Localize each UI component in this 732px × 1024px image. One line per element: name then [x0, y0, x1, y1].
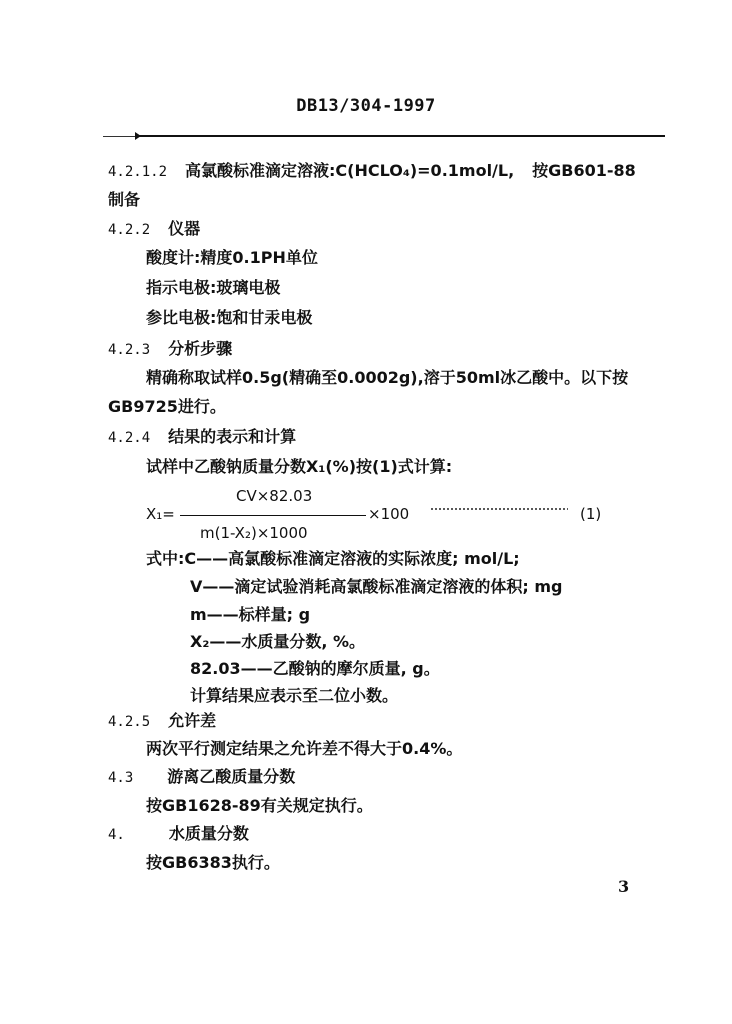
formula-denominator: m(1-X₂)×1000	[200, 524, 308, 542]
section-title: 允许差	[168, 711, 217, 730]
instrument-item: 指示电极:玻璃电极	[146, 278, 281, 297]
page-number: 3	[618, 877, 630, 896]
section-text: 高氯酸标准滴定溶液:C(HCLO₄)=0.1mol/L,	[185, 161, 515, 180]
instrument-item: 参比电极:饱和甘汞电极	[146, 308, 313, 327]
section-44-text: 按GB6383执行。	[146, 853, 280, 872]
section-number: 4.2.5	[108, 714, 151, 730]
section-43-heading	[108, 766, 295, 789]
instrument-item: 酸度计:精度0.1PH单位	[146, 248, 318, 267]
section-number: 4.2.1.2	[108, 164, 168, 180]
section-title: 仪器	[168, 219, 201, 238]
section-425-heading	[108, 710, 216, 733]
section-422-heading	[108, 218, 200, 241]
variable-definition: 82.03——乙酸钠的摩尔质量, g。	[190, 659, 440, 678]
formula-lhs: X₁=	[146, 505, 175, 523]
section-number: 4.3	[108, 770, 134, 786]
section-number: 4.2.4	[108, 430, 151, 446]
formula-equation-label: (1)	[580, 505, 602, 523]
header-rule	[135, 135, 665, 137]
section-reference: 按GB601-88	[532, 161, 636, 180]
formula-numerator: CV×82.03	[236, 487, 313, 505]
section-number: 4.	[108, 827, 125, 843]
formula-leader-dots	[430, 508, 568, 510]
variable-definition: 式中:C——高氯酸标准滴定溶液的实际浓度; mol/L;	[146, 549, 520, 568]
variable-definition: X₂——水质量分数, %。	[190, 632, 366, 651]
tolerance-text: 两次平行测定结果之允许差不得大于0.4%。	[146, 739, 463, 758]
rounding-note: 计算结果应表示至二位小数。	[190, 686, 399, 705]
document-number-header: DB13/304-1997	[296, 96, 436, 116]
section-number: 4.2.2	[108, 222, 151, 238]
formula-factor: ×100	[368, 505, 410, 523]
variable-definition: m——标样量; g	[190, 605, 311, 624]
section-title: 分析步骤	[168, 339, 233, 358]
section-number: 4.2.3	[108, 342, 151, 358]
section-4212-line	[108, 160, 636, 183]
section-423-heading	[108, 338, 232, 361]
calculation-intro: 试样中乙酸钠质量分数X₁(%)按(1)式计算:	[146, 457, 453, 476]
procedure-line: 精确称取试样0.5g(精确至0.0002g),溶于50ml冰乙酸中。以下按	[146, 368, 629, 387]
section-4212-continuation: 制备	[108, 190, 141, 209]
section-title: 游离乙酸质量分数	[167, 767, 296, 786]
section-424-heading	[108, 426, 296, 449]
procedure-line: GB9725进行。	[108, 397, 226, 416]
variable-definition: V——滴定试验消耗高氯酸标准滴定溶液的体积; mg	[190, 577, 563, 596]
section-title: 结果的表示和计算	[168, 427, 297, 446]
formula-fraction-bar	[180, 515, 366, 516]
section-title: 水质量分数	[168, 824, 249, 843]
header-rule-left	[103, 136, 135, 137]
section-43-text: 按GB1628-89有关规定执行。	[146, 796, 373, 815]
section-44-heading	[108, 823, 249, 846]
